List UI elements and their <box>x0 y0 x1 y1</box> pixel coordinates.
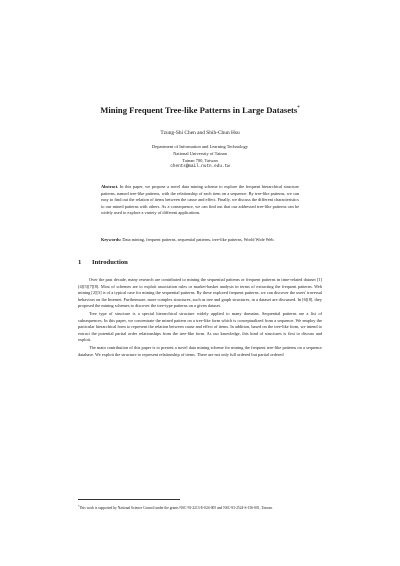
paragraph: The main contribution of this paper is to present a novel data mining scheme for mining the frequent tree-like patterns on a sequence database. We exploit the structure to represent relationship of items. There are not only full ordered but partial ordered <box>78 345 322 357</box>
keywords <box>101 237 299 244</box>
body-text <box>78 277 322 360</box>
affiliation-department: Department of Information and Learning Technology <box>152 144 248 149</box>
abstract <box>101 184 299 217</box>
section-number: 1 <box>78 259 82 266</box>
affiliation-city: Tainan 700, Taiwan <box>182 157 218 163</box>
title-footnote-mark: * <box>297 106 300 111</box>
section-heading <box>78 258 128 267</box>
author-email: chents@mail.nutn.edu.tw <box>170 164 230 170</box>
keywords-label: Keywords: <box>101 237 122 242</box>
paper-title <box>60 103 340 116</box>
author-names: Tzung-Shi Chen and Shih-Chun Hsu <box>160 130 240 136</box>
paragraph: Over the past decade, many research are contributed to mining the sequential patterns or frequent patterns in time-related dataset [1][4][5][7][8]. Most of schemes are to exploit association rules or market-basket analysis in terms of extracting the frequent patterns. Web mining [2][3] is of a typical case for mining the sequential patterns. By these explored frequent patterns, we can discover the users' traversal behaviors on the Internet. Furthermore, more complex structures, such as tree and graph structures, in a dataset are discussed. In [6][8], they proposed the mining schemes to discover the tree-type patterns on a given dataset. <box>78 277 322 309</box>
footnote-text: This work is supported by National Science Council under the grants NSC-93-2213-E-024-005 and NSC-93-2524-S-156-001, Taiwan. <box>79 506 273 511</box>
affiliation <box>60 144 340 171</box>
affiliation-university: National University of Tainan <box>173 150 227 156</box>
section-title: Introduction <box>92 259 128 266</box>
footnote-rule <box>78 499 180 500</box>
footnote <box>78 504 322 512</box>
footnote-mark: * <box>78 505 80 508</box>
abstract-text: In this paper, we propose a novel data mining scheme to explore the frequent hierarchical structure patterns, named tree-like patterns, with the relationship of each item on a sequence. By tree-like patterns, we can easy to find out the relation of items between the cause and effect. Finally, we discuss the different characteristics to our mined patterns with others. As a consequence, we can find out that our addressed tree-like patterns can be widely used to explore a variety of different applications. <box>101 184 299 216</box>
paragraph: Tree type of structure is a special hierarchical structure widely applied to many domains. Sequential patterns are a list of subsequences. In this paper, we concentrate the mined pattern on a tree-like form which is conceptualized from a sequence. We employ the particular hierarchical form to represent the relation between cause and effect of items. In addition, based on the tree-like form, we intend to extract the potential partial order relationships from the tree-like form. As our knowledge, this kind of structures is first to discuss and exploit. <box>78 311 322 343</box>
title-text: Mining Frequent Tree-like Patterns in Large Datasets <box>100 104 298 115</box>
keywords-text: Data mining, frequent patterns, sequential patterns, tree-like patterns, World Wide Web. <box>122 237 275 242</box>
abstract-label: Abstract. <box>101 184 119 189</box>
